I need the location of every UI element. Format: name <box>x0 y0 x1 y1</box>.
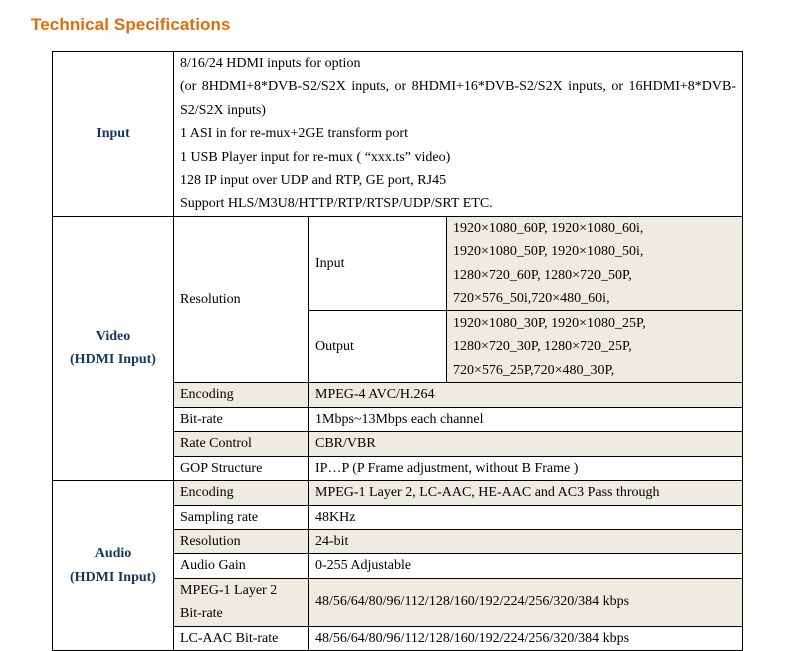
resolution-value: 1280×720_30P, 1280×720_25P, <box>453 339 632 355</box>
category-label: Video <box>95 329 131 345</box>
row-label: Rate Control <box>174 432 309 456</box>
row-value: 48/56/64/80/96/112/128/160/192/224/256/320/384 kbps <box>309 626 743 650</box>
sub-label-output: Output <box>309 311 447 383</box>
row-value <box>309 481 743 505</box>
input-line: 1 USB Player input for re-mux ( “xxx.ts” video) <box>180 149 451 165</box>
resolution-value: 1920×1080_50P, 1920×1080_50i, <box>453 244 644 260</box>
row-label-resolution: Resolution <box>174 216 309 383</box>
resolution-value: 1920×1080_30P, 1920×1080_25P, <box>453 315 646 331</box>
category-video <box>53 216 174 480</box>
input-line: 128 IP input over UDP and RTP, GE port, RJ45 <box>180 173 447 189</box>
resolution-value: 720×576_50i,720×480_60i, <box>453 291 610 307</box>
page-title: Technical Specifications <box>31 15 231 34</box>
row-label: Encoding <box>174 383 309 407</box>
row-label: LC-AAC Bit-rate <box>174 626 309 650</box>
row-value: 0-255 Adjustable <box>309 554 743 578</box>
row-label: Encoding <box>174 481 309 505</box>
table-row <box>53 216 743 311</box>
row-label: Bit-rate <box>180 606 223 622</box>
category-label: Audio <box>94 546 132 562</box>
input-line: Support HLS/M3U8/HTTP/RTP/RTSP/UDP/SRT ETC. <box>180 196 493 212</box>
resolution-value: 720×576_25P,720×480_30P, <box>453 362 615 378</box>
resolution-value: 1920×1080_60P, 1920×1080_60i, <box>453 220 644 236</box>
category-sublabel: (HDMI Input) <box>70 352 156 368</box>
category-label: Input <box>96 126 130 142</box>
row-label: MPEG-1 Layer 2 <box>180 582 278 598</box>
input-description <box>174 52 743 217</box>
input-line: 1 ASI in for re-mux+2GE transform port <box>180 126 408 142</box>
resolution-value: 1280×720_60P, 1280×720_50P, <box>453 267 632 283</box>
output-resolutions <box>447 311 743 383</box>
table-row <box>53 52 743 217</box>
row-label: Resolution <box>174 529 309 553</box>
input-line: 8/16/24 HDMI inputs for option <box>180 56 361 71</box>
row-value: CBR/VBR <box>309 432 743 456</box>
audio-encoding-value: MPEG-1 Layer 2, LC-AAC, HE-AAC and AC3 Pass through <box>315 485 660 501</box>
input-resolutions <box>447 216 743 311</box>
row-label-mpeg1-bitrate <box>174 578 309 626</box>
row-value: IP…P (P Frame adjustment, without B Frame ) <box>309 456 743 480</box>
row-value: 48/56/64/80/96/112/128/160/192/224/256/320/384 kbps <box>309 578 743 626</box>
sub-label-input: Input <box>309 216 447 311</box>
row-label: GOP Structure <box>174 456 309 480</box>
table-row <box>53 481 743 505</box>
row-value: 24-bit <box>309 529 743 553</box>
row-value: 1Mbps~13Mbps each channel <box>309 407 743 431</box>
input-line: (or 8HDMI+8*DVB-S2/S2X inputs, or 8HDMI+16*DVB-S2/S2X inputs, or 16HDMI+8*DVB-S2/S2X inputs) <box>180 79 736 118</box>
spec-table <box>52 51 743 651</box>
category-sublabel: (HDMI Input) <box>70 569 156 585</box>
row-value: 48KHz <box>309 505 743 529</box>
category-audio <box>53 481 174 651</box>
category-input <box>53 52 174 217</box>
row-label: Sampling rate <box>174 505 309 529</box>
row-label: Bit-rate <box>174 407 309 431</box>
row-value: MPEG-4 AVC/H.264 <box>309 383 743 407</box>
row-label: Audio Gain <box>174 554 309 578</box>
